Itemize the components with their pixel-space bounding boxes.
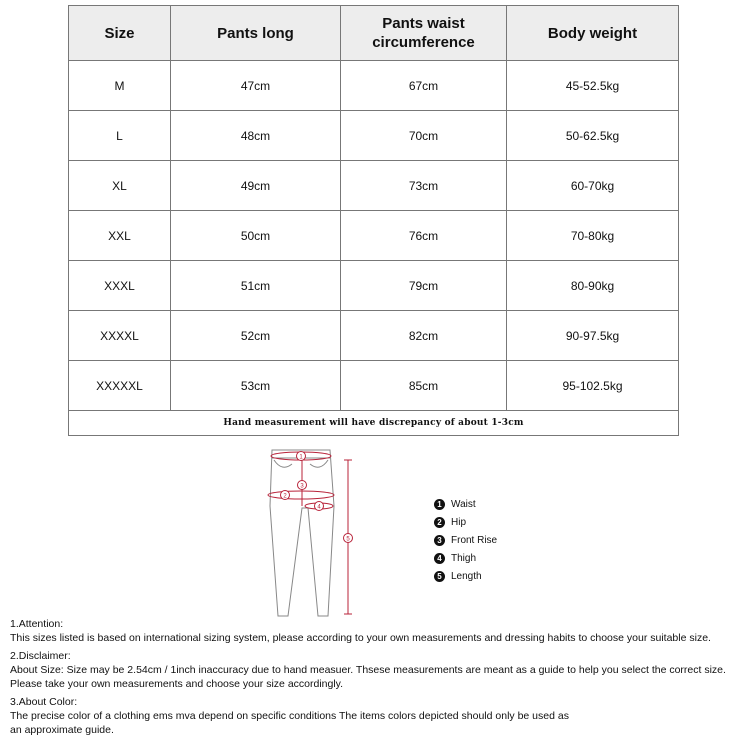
legend-label: Waist [451,498,476,510]
cell-size: XXXL [69,261,171,311]
color-note [10,695,745,737]
number-5-icon: 5 [434,571,445,582]
legend-label: Length [451,570,482,582]
measurement-legend [434,495,497,585]
header-pants-long: Pants long [171,6,341,61]
note-title: 2.Disclaimer: [10,650,71,662]
legend-item [434,495,497,513]
cell-waist: 76cm [341,211,507,261]
note-line: This sizes listed is based on international sizing system, please according to your own measurements and dressing habits to choose your suitable size. [10,632,711,644]
marker-2-icon [281,491,290,500]
table-row [69,311,679,361]
number-2-icon: 2 [434,517,445,528]
cell-pants-long: 52cm [171,311,341,361]
note-line: About Size: Size may be 2.54cm / 1inch inaccuracy due to hand measuer. Thsese measurements are meant as a guide to help you select the correct size. [10,664,726,676]
table-header-row [69,6,679,61]
table-row [69,261,679,311]
table-row [69,361,679,411]
note-line: Please take your own measurements and choose your size accordingly. [10,678,344,690]
svg-text:5: 5 [346,536,350,543]
pocket-left [274,460,292,467]
table-row [69,161,679,211]
marker-3-icon [298,481,307,490]
note-title: 3.About Color: [10,696,78,708]
cell-pants-long: 49cm [171,161,341,211]
header-pants-waist: Pants waist circumference [341,6,507,61]
size-chart-table [68,5,679,436]
svg-text:2: 2 [283,493,287,500]
attention-note [10,617,745,645]
cell-pants-long: 53cm [171,361,341,411]
number-3-icon: 3 [434,535,445,546]
cell-waist: 82cm [341,311,507,361]
svg-text:1: 1 [299,454,303,461]
marker-5-icon [344,534,353,543]
cell-waist: 67cm [341,61,507,111]
table-row [69,111,679,161]
cell-size: L [69,111,171,161]
note-line: The precise color of a clothing ems mva depend on specific conditions The items colors depicted should only be used as [10,710,569,722]
cell-waist: 73cm [341,161,507,211]
legend-item [434,531,497,549]
hip-ellipse [268,491,334,499]
cell-waist: 70cm [341,111,507,161]
table-row [69,211,679,261]
cell-weight: 50-62.5kg [507,111,679,161]
cell-weight: 90-97.5kg [507,311,679,361]
cell-weight: 95-102.5kg [507,361,679,411]
pants-measurement-diagram [262,446,362,622]
notes-section [10,617,745,741]
legend-label: Hip [451,516,467,528]
cell-size: XL [69,161,171,211]
header-size: Size [69,6,171,61]
cell-pants-long: 51cm [171,261,341,311]
cell-pants-long: 50cm [171,211,341,261]
cell-size: M [69,61,171,111]
marker-1-icon [297,452,306,461]
cell-waist: 85cm [341,361,507,411]
measurement-note: Hand measurement will have discrepancy of about 1-3cm [69,411,679,436]
cell-pants-long: 48cm [171,111,341,161]
marker-4-icon [315,502,324,511]
cell-pants-long: 47cm [171,61,341,111]
svg-text:3: 3 [300,483,304,490]
pocket-right [310,460,328,467]
legend-item [434,513,497,531]
legend-item [434,549,497,567]
number-1-icon: 1 [434,499,445,510]
cell-size: XXL [69,211,171,261]
cell-weight: 45-52.5kg [507,61,679,111]
legend-item [434,567,497,585]
note-title: 1.Attention: [10,618,64,630]
table-row [69,61,679,111]
legend-label: Front Rise [451,534,498,546]
svg-text:4: 4 [317,504,321,511]
cell-weight: 70-80kg [507,211,679,261]
number-4-icon: 4 [434,553,445,564]
cell-weight: 80-90kg [507,261,679,311]
table-note-row [69,411,679,436]
header-body-weight: Body weight [507,6,679,61]
legend-label: Thigh [451,552,477,564]
cell-size: XXXXL [69,311,171,361]
note-line: an approximate guide. [10,724,114,736]
cell-size: XXXXXL [69,361,171,411]
disclaimer-note [10,649,745,691]
cell-waist: 79cm [341,261,507,311]
cell-weight: 60-70kg [507,161,679,211]
